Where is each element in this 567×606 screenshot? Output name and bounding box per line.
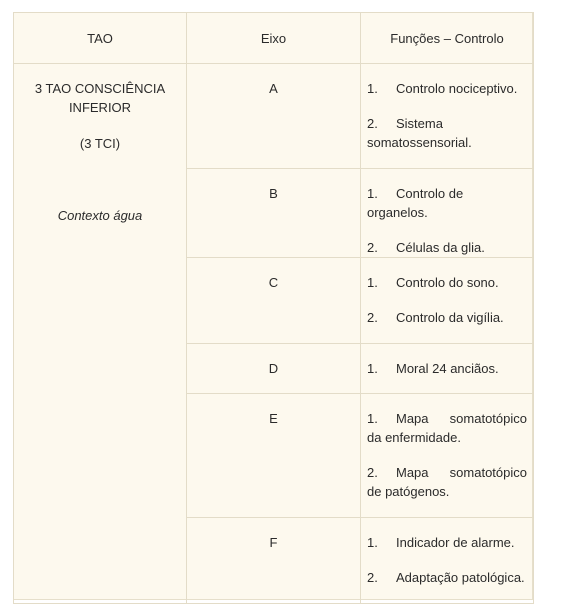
item-number: 2. (367, 570, 378, 585)
tao-context: Contexto água (57, 208, 143, 223)
list-item (367, 533, 527, 552)
eixo-cell: D (187, 344, 361, 394)
item-number: 2. (367, 465, 378, 480)
item-text: Controlo do sono. (396, 275, 499, 290)
list-item (367, 79, 527, 98)
item-text: Células da glia. (396, 240, 485, 255)
functions-cell (361, 258, 534, 344)
header-eixo: Eixo (187, 13, 361, 64)
item-number: 1. (367, 361, 378, 376)
item-text: Adaptação patológica. (396, 570, 525, 585)
list-item (367, 463, 527, 501)
item-text: Controlo da vigília. (396, 310, 504, 325)
item-number: 2. (367, 116, 378, 131)
functions-cell (361, 64, 534, 169)
list-item (367, 238, 527, 257)
functions-cell (361, 344, 534, 394)
tao-cell (14, 64, 187, 604)
item-text: Moral 24 anciãos. (396, 361, 499, 376)
item-number: 1. (367, 81, 378, 96)
list-item (367, 308, 527, 327)
eixo-cell: E (187, 394, 361, 518)
header-tao: TAO (14, 13, 187, 64)
header-row (14, 13, 534, 64)
list-item (367, 273, 527, 292)
tao-title-line2: INFERIOR (68, 100, 132, 115)
item-text: Mapa somatotópico da enfermidade. (367, 411, 527, 445)
list-item (367, 114, 527, 152)
list-item (367, 409, 527, 447)
item-number: 1. (367, 186, 378, 201)
list-item (367, 359, 527, 378)
functions-cell (361, 169, 534, 258)
item-number: 1. (367, 275, 378, 290)
item-number: 2. (367, 240, 378, 255)
item-text: Mapa somatotópico de patógenos. (367, 465, 527, 499)
item-number: 1. (367, 535, 378, 550)
tao-title-line1: 3 TAO CONSCIÊNCIA (34, 81, 166, 96)
list-item (367, 184, 527, 222)
header-funcoes: Funções – Controlo (361, 13, 534, 64)
item-text: Sistema somatossensorial. (367, 116, 472, 150)
item-text: Controlo nociceptivo. (396, 81, 518, 96)
item-number: 1. (367, 411, 378, 426)
functions-table (13, 12, 534, 604)
eixo-cell: C (187, 258, 361, 344)
functions-cell (361, 394, 534, 518)
tao-abbr: (3 TCI) (79, 136, 121, 151)
eixo-cell: B (187, 169, 361, 258)
table-row (14, 64, 534, 169)
item-number: 2. (367, 310, 378, 325)
item-text: Indicador de alarme. (396, 535, 515, 550)
eixo-cell: A (187, 64, 361, 169)
item-text: Controlo de organelos. (367, 186, 464, 220)
functions-cell (361, 518, 534, 604)
eixo-cell: F (187, 518, 361, 604)
list-item (367, 568, 527, 587)
